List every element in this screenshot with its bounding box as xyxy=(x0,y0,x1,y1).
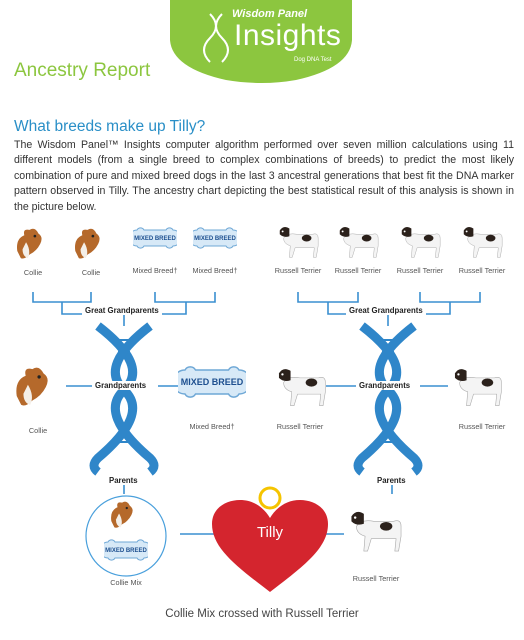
cross-caption: Collie Mix crossed with Russell Terrier xyxy=(165,608,359,620)
ggp-right-4-label: Russell Terrier xyxy=(458,266,506,275)
intro-paragraph: The Wisdom Panel™ Insights computer algorithm performed over seven million calculations using 11 different models (from a single breed to complex combinations of breeds) to predict the most likely combination of pure and mixed breed dogs in the last 3 ancestral generations that best fit the DNA marker pattern observed in Tilly. The ancestry chart depicting the best statistical result of this analysis is shown in the picture below. xyxy=(14,139,514,213)
parents-label-right: Parents xyxy=(374,476,409,485)
terrier-icon xyxy=(272,360,330,412)
mixed-breed-tag-icon xyxy=(104,538,148,562)
terrier-icon xyxy=(274,220,322,262)
ggp-left-4-label: Mixed Breed† xyxy=(192,266,238,275)
key-ring-icon xyxy=(260,488,280,508)
ggp-right-1-label: Russell Terrier xyxy=(274,266,322,275)
terrier-icon xyxy=(344,502,406,558)
terrier-icon xyxy=(458,220,506,262)
terrier-icon xyxy=(448,360,506,412)
parents-label-left: Parents xyxy=(106,476,141,485)
collie-icon xyxy=(12,222,56,266)
section-question: What breeds make up Tilly? xyxy=(14,118,206,135)
great-grandparents-label-left: Great Grandparents xyxy=(82,306,162,315)
parent-left-label: Collie Mix xyxy=(110,578,142,587)
mixed-breed-tag-icon xyxy=(178,364,246,400)
dna-helix-left-icon xyxy=(94,326,154,472)
ggp-right-2-label: Russell Terrier xyxy=(334,266,382,275)
mixed-breed-tag-icon xyxy=(193,226,237,250)
dna-helix-right-icon xyxy=(358,326,418,472)
brand-top: Wisdom Panel xyxy=(232,8,308,20)
ggp-left-1-label: Collie xyxy=(23,268,43,277)
gp-left-1-label: Collie xyxy=(28,426,48,435)
grandparents-label-left: Grandparents xyxy=(92,381,149,390)
collie-icon xyxy=(106,498,146,532)
collie-icon xyxy=(70,222,114,266)
ggp-left-3-label: Mixed Breed† xyxy=(132,266,178,275)
gp-right-1-label: Russell Terrier xyxy=(276,422,324,431)
mixed-breed-tag-icon xyxy=(133,226,177,250)
gp-left-2-label: Mixed Breed† xyxy=(189,422,235,431)
svg-text:MIXED BREED: MIXED BREED xyxy=(194,236,236,242)
great-grandparents-label-right: Great Grandparents xyxy=(346,306,426,315)
ggp-right-3-label: Russell Terrier xyxy=(396,266,444,275)
svg-text:MIXED BREED: MIXED BREED xyxy=(134,236,176,242)
page-title: Ancestry Report xyxy=(14,60,151,81)
dog-name: Tilly xyxy=(256,524,284,541)
collie-icon xyxy=(10,360,66,414)
brand-main: Insights xyxy=(234,19,342,52)
brand-sub: Dog DNA Test xyxy=(294,57,332,63)
svg-text:MIXED BREED: MIXED BREED xyxy=(105,548,147,554)
terrier-icon xyxy=(396,220,444,262)
svg-text:MIXED BREED: MIXED BREED xyxy=(180,377,244,387)
parent-right-label: Russell Terrier xyxy=(352,574,400,583)
ggp-left-2-label: Collie xyxy=(81,268,101,277)
grandparents-label-right: Grandparents xyxy=(356,381,413,390)
gp-right-2-label: Russell Terrier xyxy=(458,422,506,431)
terrier-icon xyxy=(334,220,382,262)
